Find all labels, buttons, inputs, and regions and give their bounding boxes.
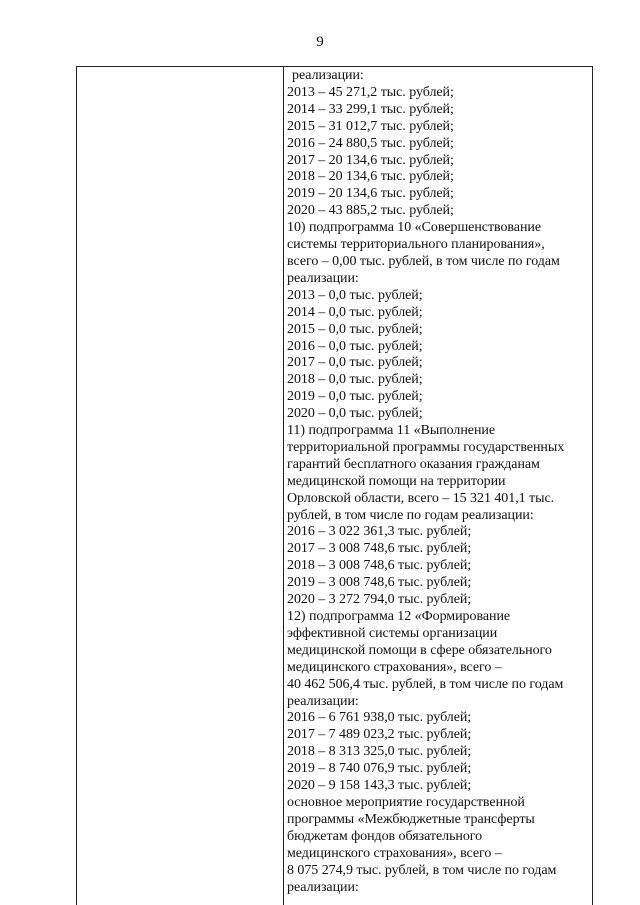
- text-line: 2016 – 6 761 938,0 тыс. рублей;: [287, 710, 472, 726]
- text-line: программы «Межбюджетные трансферты: [287, 811, 535, 827]
- text-line: 2015 – 0,0 тыс. рублей;: [287, 321, 423, 337]
- text-line: 12) подпрограмма 12 «Формирование: [287, 609, 511, 624]
- text-line: 2020 – 0,0 тыс. рублей;: [287, 406, 423, 422]
- text-line: 2014 – 33 299,1 тыс. рублей;: [287, 101, 454, 117]
- table-column-divider: [283, 67, 284, 905]
- text-line: 2018 – 20 134,6 тыс. рублей;: [287, 169, 454, 185]
- table-left-cell: [77, 67, 283, 905]
- text-line: 2020 – 43 885,2 тыс. рублей;: [287, 203, 454, 219]
- text-line: 2020 – 9 158 143,3 тыс. рублей;: [287, 778, 472, 794]
- text-line: территориальной программы государственных: [287, 439, 565, 455]
- text-line: системы территориального планирования»,: [287, 237, 545, 253]
- text-line: 2019 – 8 740 076,9 тыс. рублей;: [287, 761, 472, 777]
- text-line: реализации:: [287, 270, 359, 286]
- text-line: реализации:: [292, 68, 364, 83]
- text-line: 2019 – 20 134,6 тыс. рублей;: [287, 186, 454, 202]
- text-line: медицинского страхования», всего –: [287, 659, 502, 675]
- text-line: 40 462 506,4 тыс. рублей, в том числе по годам: [287, 676, 564, 692]
- table-right-cell: [287, 68, 587, 896]
- text-line: рублей, в том числе по годам реализации:: [287, 507, 534, 523]
- text-line: 2016 – 3 022 361,3 тыс. рублей;: [287, 524, 472, 540]
- text-line: 2017 – 7 489 023,2 тыс. рублей;: [287, 727, 472, 743]
- text-line: 2016 – 24 880,5 тыс. рублей;: [287, 135, 454, 151]
- text-line: 2015 – 31 012,7 тыс. рублей;: [287, 118, 454, 134]
- text-line: 2013 – 45 271,2 тыс. рублей;: [287, 84, 454, 100]
- text-line: Орловской области, всего – 15 321 401,1 тыс.: [287, 490, 555, 506]
- text-line: 2017 – 0,0 тыс. рублей;: [287, 355, 423, 371]
- page-number: 9: [316, 34, 324, 50]
- text-line: медицинского страхования», всего –: [287, 845, 502, 861]
- text-line: 2018 – 0,0 тыс. рублей;: [287, 372, 423, 388]
- text-line: реализации:: [287, 879, 359, 895]
- text-line: 2016 – 0,0 тыс. рублей;: [287, 338, 423, 354]
- text-line: 2014 – 0,0 тыс. рублей;: [287, 304, 423, 320]
- text-line: 2018 – 3 008 748,6 тыс. рублей;: [287, 558, 472, 574]
- text-line: бюджетам фондов обязательного: [287, 828, 483, 844]
- text-line: медицинской помощи в сфере обязательного: [287, 642, 552, 658]
- text-line: 2020 – 3 272 794,0 тыс. рублей;: [287, 592, 472, 608]
- text-line: 10) подпрограмма 10 «Совершенствование: [287, 220, 542, 236]
- text-line: 2017 – 20 134,6 тыс. рублей;: [287, 152, 454, 168]
- text-line: основное мероприятие государственной: [287, 794, 525, 810]
- text-line: эффективной системы организации: [287, 625, 498, 641]
- text-line: 2013 – 0,0 тыс. рублей;: [287, 287, 423, 303]
- text-line: всего – 0,00 тыс. рублей, в том числе по годам: [287, 253, 560, 269]
- document-table: [76, 66, 593, 905]
- text-line: 11) подпрограмма 11 «Выполнение: [287, 423, 496, 439]
- text-line: реализации:: [287, 693, 359, 709]
- text-line: 8 075 274,9 тыс. рублей, в том числе по годам: [287, 862, 557, 878]
- text-line: 2019 – 3 008 748,6 тыс. рублей;: [287, 575, 472, 591]
- text-line: 2019 – 0,0 тыс. рублей;: [287, 389, 423, 405]
- text-line: 2017 – 3 008 748,6 тыс. рублей;: [287, 541, 472, 557]
- text-line: медицинской помощи на территории: [287, 473, 506, 489]
- text-line: 2018 – 8 313 325,0 тыс. рублей;: [287, 744, 472, 760]
- text-line: гарантий бесплатного оказания гражданам: [287, 456, 540, 472]
